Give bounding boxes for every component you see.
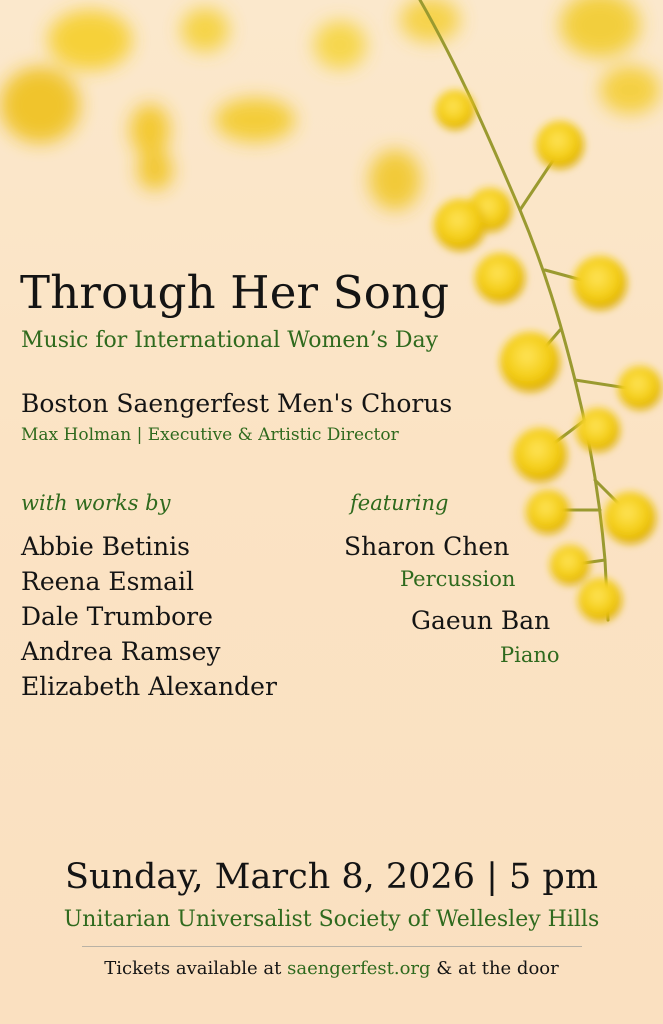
works-heading: with works by (21, 491, 171, 515)
performer-role: Percussion (400, 567, 516, 591)
tickets-link[interactable]: saengerfest.org (287, 958, 431, 979)
divider (82, 946, 582, 947)
tickets-prefix: Tickets available at (104, 958, 288, 979)
composer-name: Andrea Ramsey (21, 637, 221, 666)
composer-name: Abbie Betinis (21, 532, 190, 561)
featuring-heading: featuring (350, 491, 449, 515)
performer-role: Piano (500, 643, 560, 667)
composer-name: Dale Trumbore (21, 602, 213, 631)
tickets-suffix: & at the door (430, 958, 559, 979)
performer-name: Sharon Chen (344, 532, 510, 561)
composer-name: Elizabeth Alexander (21, 672, 277, 701)
tickets-info (0, 958, 663, 979)
event-subtitle: Music for International Women’s Day (21, 328, 439, 353)
performer-name: Gaeun Ban (411, 606, 551, 635)
event-venue: Unitarian Universalist Society of Wellesley Hills (63, 907, 600, 932)
event-datetime: Sunday, March 8, 2026 | 5 pm (64, 857, 599, 897)
presenter-name: Boston Saengerfest Men's Chorus (21, 389, 453, 418)
event-title: Through Her Song (20, 266, 450, 319)
composer-name: Reena Esmail (21, 567, 195, 596)
director-credit: Max Holman | Executive & Artistic Director (21, 425, 399, 445)
